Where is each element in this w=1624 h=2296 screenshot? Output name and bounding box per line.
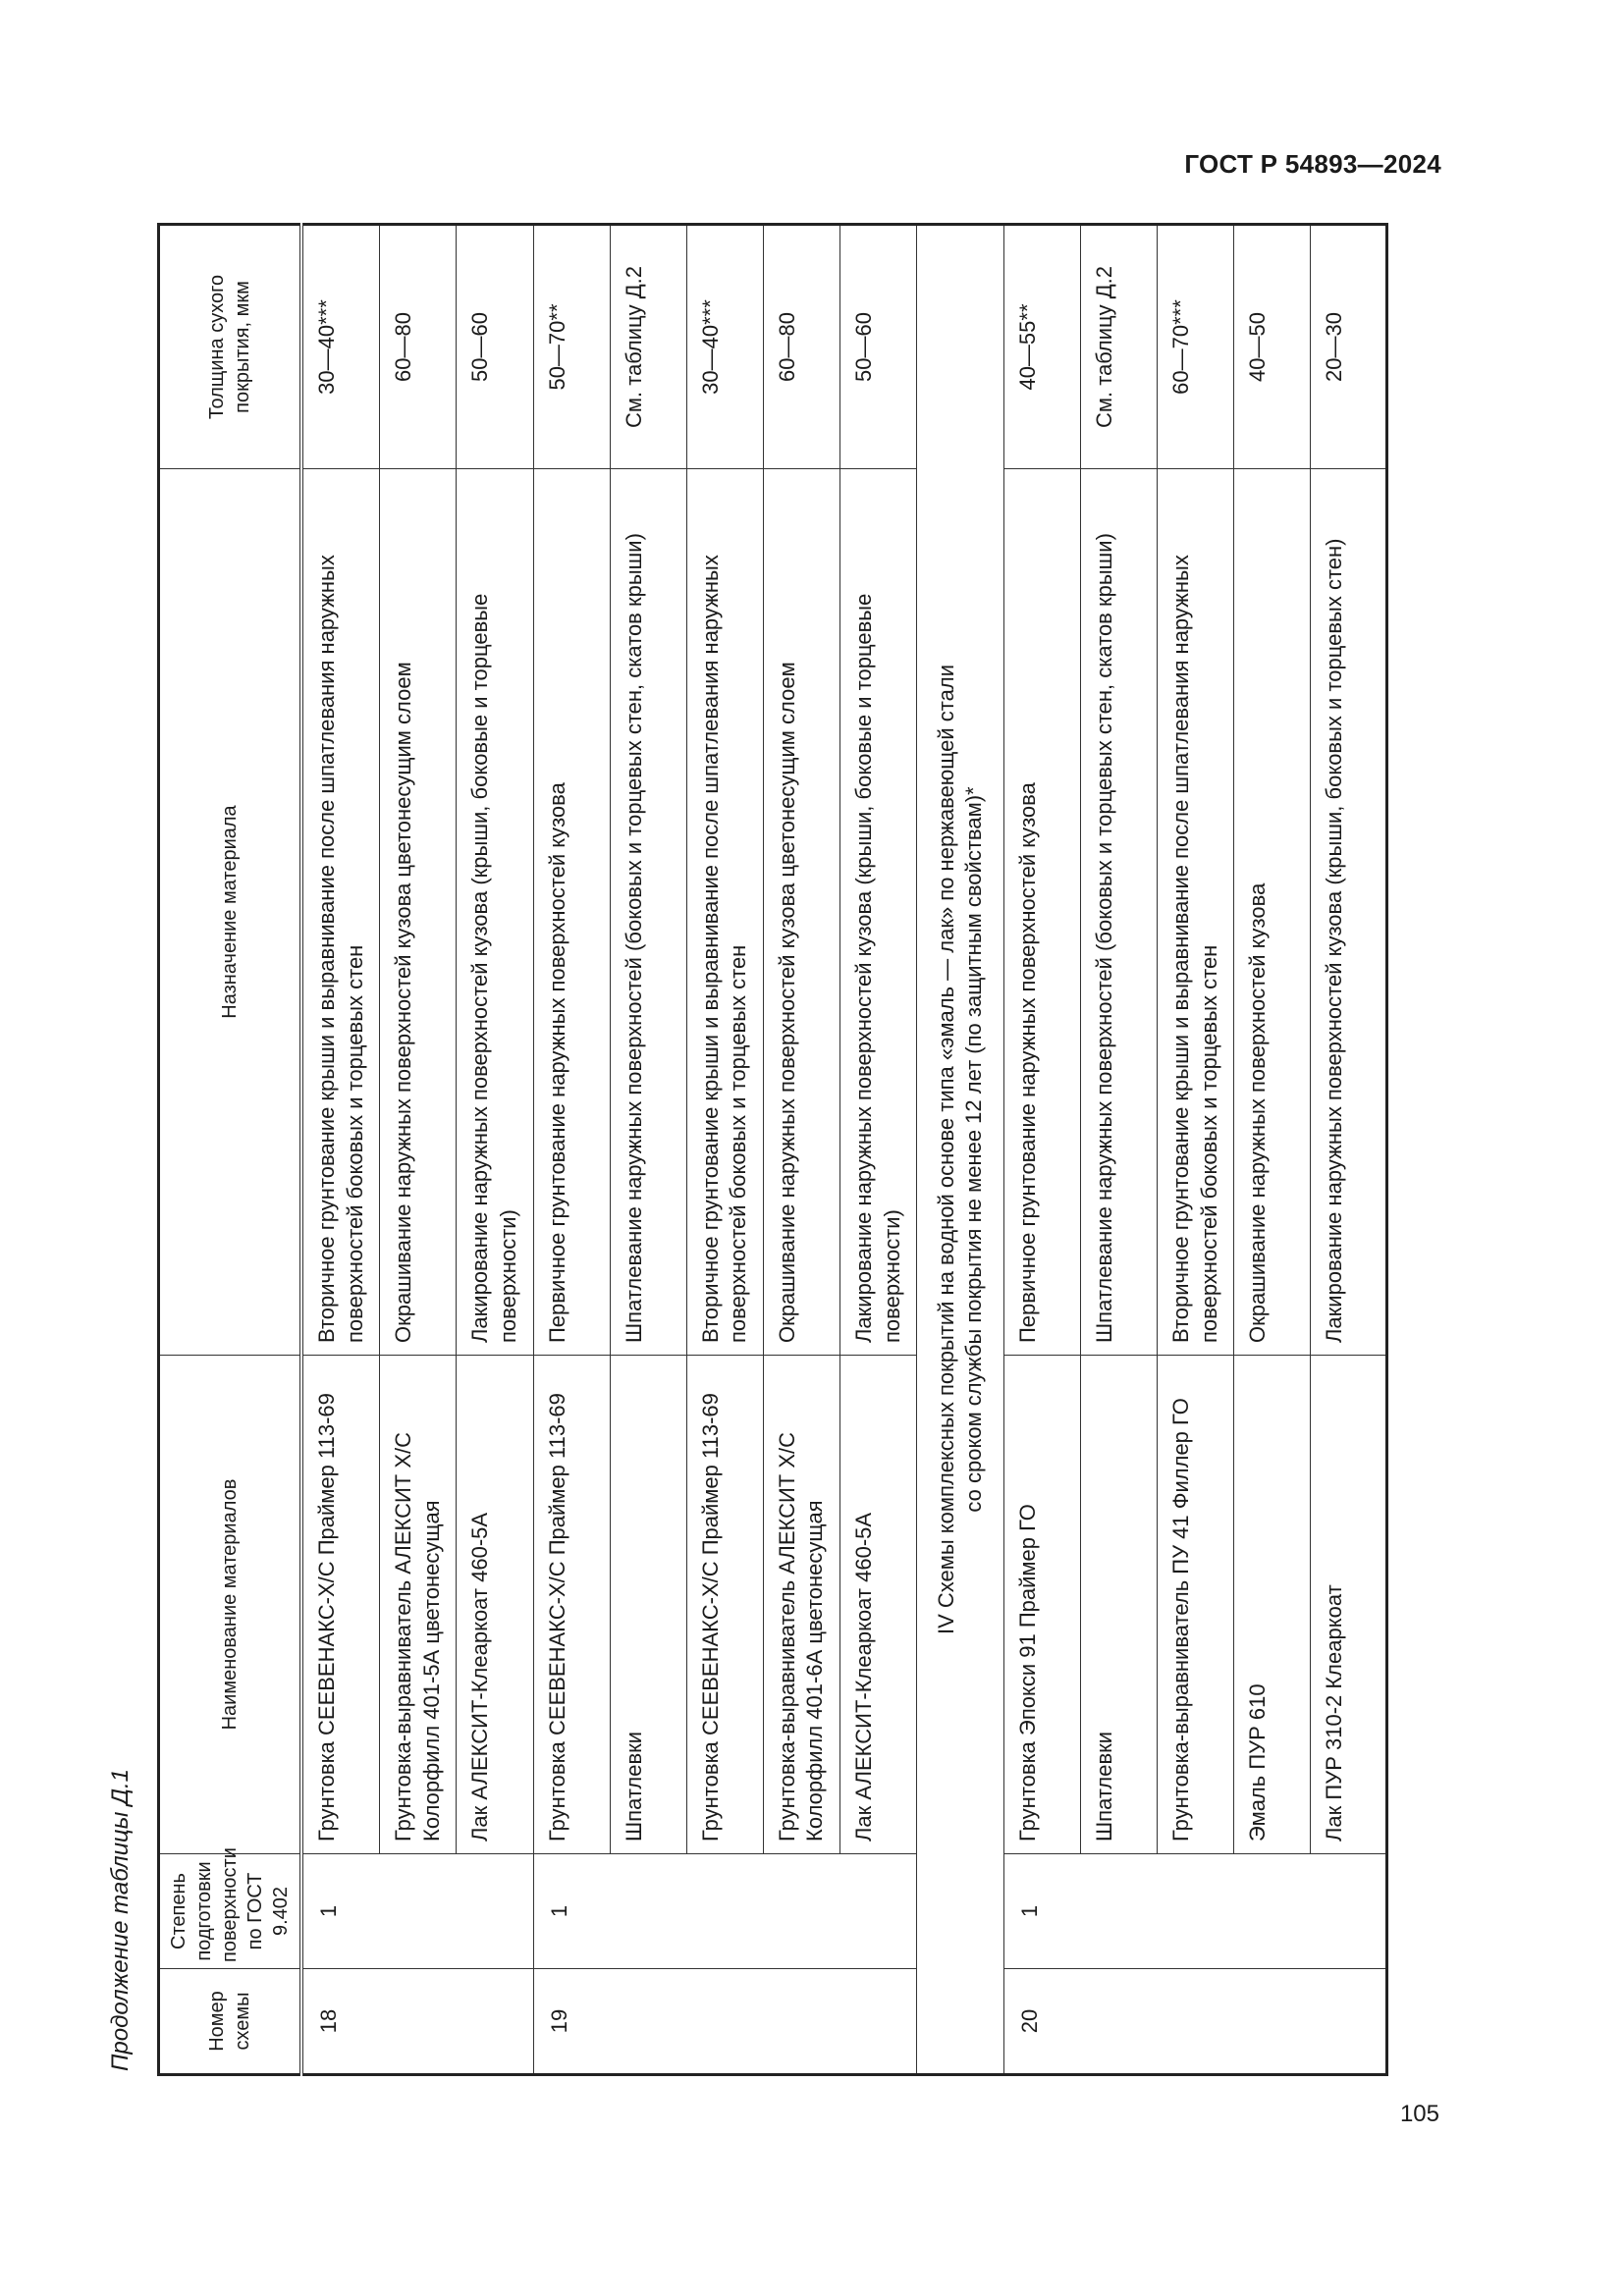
table-row (839, 225, 916, 2075)
cell-purpose: Вторичное грунтование крыши и выравнивание после шпатлевания наружных поверхностей боковых и торцевых стен (1158, 469, 1234, 1356)
cell-material: Лак ПУР 310-2 Клеаркоат (1311, 1356, 1387, 1854)
cell-material: Грунтовка Эпокси 91 Праймер ГО (1004, 1356, 1081, 1854)
cell-purpose: Лакирование наружных поверхностей кузова (крыши, боковые и торцевые поверхности) (457, 469, 533, 1356)
cell-material: Грунтовка-выравниватель АЛЕКСИТ Х/С Колорфилл 401-6А цветонесущая (763, 1356, 839, 1854)
section-heading (917, 225, 1004, 2075)
table-row (533, 225, 610, 2075)
section-heading-line-1: IV Схемы комплексных покрытий на водной основе типа «эмаль — лак» по нержавеющей стали (933, 665, 958, 1635)
cell-purpose: Окрашивание наружных поверхностей кузова цветонесущим слоем (380, 469, 457, 1356)
table-row (1234, 225, 1311, 2075)
table-row (457, 225, 533, 2075)
header-material-name: Наименование материалов (159, 1356, 302, 1854)
cell-thickness: 30—40*** (301, 225, 380, 469)
cell-material: Грунтовка СЕЕВЕНАКС-Х/С Праймер 113-69 (301, 1356, 380, 1854)
cell-scheme-number: 19 (533, 1969, 917, 2075)
table-row (610, 225, 686, 2075)
cell-material: Грунтовка-выравниватель АЛЕКСИТ Х/С Колорфилл 401-5А цветонесущая (380, 1356, 457, 1854)
table-continuation-label: Продолжение таблицы Д.1 (107, 1768, 134, 2071)
section-heading-line-2: со сроком службы покрытия не менее 12 лет (по защитным свойствам)* (961, 786, 987, 1513)
cell-thickness: 40—50 (1234, 225, 1311, 469)
rotated-table-area (98, 226, 1347, 2169)
cell-thickness: 50—70** (533, 225, 610, 469)
page-number: 105 (1399, 2101, 1439, 2127)
header-material-purpose: Назначение материала (159, 469, 302, 1356)
header-dry-coating-thickness: Толщина сухого покрытия, мкм (159, 225, 302, 469)
cell-prep-degree: 1 (301, 1854, 533, 1969)
cell-material: Лак АЛЕКСИТ-Клеаркоат 460-5А (839, 1356, 916, 1854)
cell-material: Шпатлевки (1081, 1356, 1158, 1854)
cell-purpose: Первичное грунтование наружных поверхностей кузова (533, 469, 610, 1356)
cell-thickness: См. таблицу Д.2 (1081, 225, 1158, 469)
cell-material: Лак АЛЕКСИТ-Клеаркоат 460-5А (457, 1356, 533, 1854)
cell-material: Грунтовка СЕЕВЕНАКС-Х/С Праймер 113-69 (686, 1356, 763, 1854)
cell-material: Эмаль ПУР 610 (1234, 1356, 1311, 1854)
section-heading-row (917, 225, 1004, 2075)
table-row (1158, 225, 1234, 2075)
cell-prep-degree: 1 (1004, 1854, 1387, 1969)
cell-purpose: Лакирование наружных поверхностей кузова (крыши, боковых и торцевых стен) (1311, 469, 1387, 1356)
cell-purpose: Шпатлевание наружных поверхностей (боковых и торцевых стен, скатов крыши) (1081, 469, 1158, 1356)
header-surface-prep-degree: Степень подготовки поверхности по ГОСТ 9.402 (159, 1854, 302, 1969)
cell-prep-degree: 1 (533, 1854, 917, 1969)
cell-purpose: Первичное грунтование наружных поверхностей кузова (1004, 469, 1081, 1356)
cell-thickness: 60—70*** (1158, 225, 1234, 469)
cell-scheme-number: 20 (1004, 1969, 1387, 2075)
table-row (1004, 225, 1081, 2075)
cell-purpose: Окрашивание наружных поверхностей кузова (1234, 469, 1311, 1356)
cell-material: Грунтовка-выравниватель ПУ 41 Филлер ГО (1158, 1356, 1234, 1854)
cell-purpose: Вторичное грунтование крыши и выравнивание после шпатлевания наружных поверхностей боковых и торцевых стен (686, 469, 763, 1356)
table-header-row (159, 225, 302, 2075)
cell-purpose: Лакирование наружных поверхностей кузова (крыши, боковые и торцевые поверхности) (839, 469, 916, 1356)
cell-thickness: 30—40*** (686, 225, 763, 469)
cell-thickness: 60—80 (380, 225, 457, 469)
cell-purpose: Вторичное грунтование крыши и выравнивание после шпатлевания наружных поверхностей боковых и торцевых стен (301, 469, 380, 1356)
cell-thickness: 60—80 (763, 225, 839, 469)
cell-scheme-number: 18 (301, 1969, 533, 2075)
cell-thickness: См. таблицу Д.2 (610, 225, 686, 469)
table-row (380, 225, 457, 2075)
cell-material: Грунтовка СЕЕВЕНАКС-Х/С Праймер 113-69 (533, 1356, 610, 1854)
cell-thickness: 40—55** (1004, 225, 1081, 469)
coating-schemes-table (157, 223, 1388, 2076)
table-row (763, 225, 839, 2075)
header-scheme-number: Номер схемы (159, 1969, 302, 2075)
table-row (1311, 225, 1387, 2075)
cell-thickness: 50—60 (457, 225, 533, 469)
table-row (301, 225, 380, 2075)
table-row (1081, 225, 1158, 2075)
cell-material: Шпатлевки (610, 1356, 686, 1854)
cell-purpose: Окрашивание наружных поверхностей кузова цветонесущим слоем (763, 469, 839, 1356)
cell-thickness: 50—60 (839, 225, 916, 469)
cell-purpose: Шпатлевание наружных поверхностей (боковых и торцевых стен, скатов крыши) (610, 469, 686, 1356)
document-code: ГОСТ Р 54893—2024 (1184, 149, 1441, 179)
cell-thickness: 20—30 (1311, 225, 1387, 469)
table-row (686, 225, 763, 2075)
